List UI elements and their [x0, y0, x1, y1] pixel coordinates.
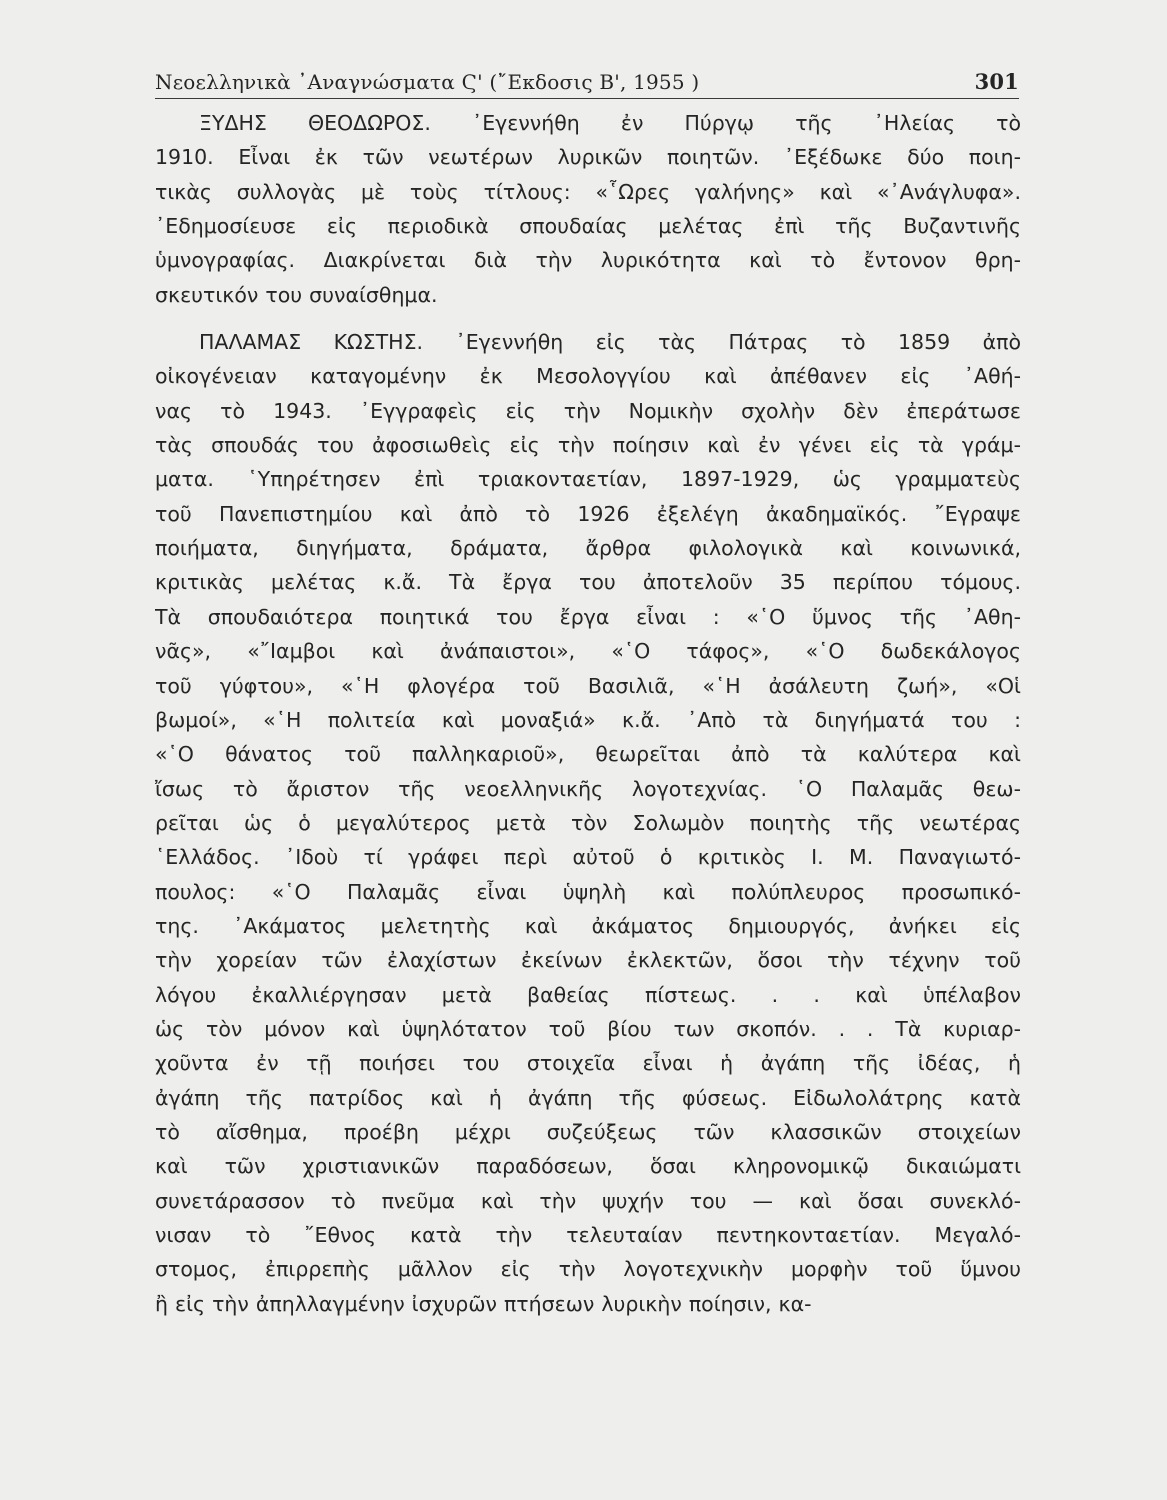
text-line: τικὰς συλλογὰς μὲ τοὺς τίτλους: «῟Ωρες γαλήνης» καὶ «᾿Ανάγλυφα».	[155, 179, 1021, 204]
text-line: νας τὸ 1943. ᾿Εγγραφεὶς εἰς τὴν Νομικὴν σχολὴν δὲν ἐπεράτωσε	[155, 398, 1021, 423]
text-line: καὶ τῶν χριστιανικῶν παραδόσεων, ὅσαι κληρονομικῷ δικαιώματι	[155, 1154, 1021, 1179]
text-line: νᾶς», «῎Ιαμβοι καὶ ἀνάπαιστοι», «῾Ο τάφος», «῾Ο δωδεκάλογος	[155, 639, 1021, 664]
text-line: οἰκογένειαν καταγομένην ἐκ Μεσολογγίου καὶ ἀπέθανεν εἰς ᾿Αθή-	[155, 364, 1021, 389]
text-line: νισαν τὸ ῎Εθνος κατὰ τὴν τελευταίαν πεντηκονταετίαν. Μεγαλό-	[155, 1223, 1021, 1247]
text-line: χοῦντα ἐν τῇ ποιήσει του στοιχεῖα εἶναι ἡ ἀγάπη τῆς ἰδέας, ἡ	[155, 1051, 1021, 1076]
text-line: ρεῖται ὡς ὁ μεγαλύτερος μετὰ τὸν Σολωμὸν ποιητὴς τῆς νεωτέρας	[155, 810, 1021, 835]
page-number: 301	[974, 69, 1019, 94]
text-line: τοῦ γύφτου», «῾Η φλογέρα τοῦ Βασιλιᾶ, «῾Η ἀσάλευτη ζωή», «Οἱ	[155, 673, 1021, 698]
text-line: τοῦ Πανεπιστημίου καὶ ἀπὸ τὸ 1926 ἐξελέγη ἀκαδημαϊκός. ῎Εγραψε	[155, 501, 1021, 526]
text-line: 1910. Εἶναι ἐκ τῶν νεωτέρων λυρικῶν ποιητῶν. ᾿Εξέδωκε δύο ποιη-	[155, 145, 1021, 170]
text-line: τὰς σπουδάς του ἀφοσιωθεὶς εἰς τὴν ποίησιν καὶ ἐν γένει εἰς τὰ γράμ-	[155, 433, 1021, 458]
text-line: ἴσως τὸ ἄριστον τῆς νεοελληνικῆς λογοτεχνίας. ῾Ο Παλαμᾶς θεω-	[155, 776, 1021, 801]
text-line: τὴν χορείαν τῶν ἐλαχίστων ἐκείνων ἐκλεκτῶν, ὅσοι τὴν τέχνην τοῦ	[155, 948, 1021, 973]
text-line: συνετάρασσον τὸ πνεῦμα καὶ τὴν ψυχήν του — καὶ ὅσαι συνεκλό-	[155, 1188, 1021, 1213]
text-line: κριτικὰς μελέτας κ.ἄ. Τὰ ἔργα του ἀποτελοῦν 35 περίπου τόμους.	[155, 570, 1021, 595]
text-line: ὡς τὸν μόνον καὶ ὑψηλότατον τοῦ βίου των σκοπόν. . . Τὰ κυριαρ-	[155, 1016, 1021, 1041]
text-line: λόγου ἐκαλλιέργησαν μετὰ βαθείας πίστεως. . . καὶ ὑπέλαβον	[155, 982, 1021, 1007]
text-line: ματα. ῾Υπηρέτησεν ἐπὶ τριακονταετίαν, 1897-1929, ὡς γραμματεὺς	[155, 467, 1021, 492]
text-line: ἀγάπη τῆς πατρίδος καὶ ἡ ἀγάπη τῆς φύσεως. Εἰδωλολάτρης κατὰ	[155, 1085, 1021, 1110]
text-line: ἢ εἰς τὴν ἀπηλλαγμένην ἰσχυρῶν πτήσεων λυρικὴν ποίησιν, κα-	[155, 1291, 812, 1316]
running-head-title: Νεοελληνικὰ ᾿Αναγνώσματα Ϛ' (῎Εκδοσις Β', 1955 )	[155, 70, 700, 94]
text-line: της. ᾿Ακάματος μελετητὴς καὶ ἀκάματος δημιουργός, ἀνήκει εἰς	[155, 913, 1021, 938]
text-line: «῾Ο θάνατος τοῦ παλληκαριοῦ», θεωρεῖται ἀπὸ τὰ καλύτερα καὶ	[155, 742, 1021, 767]
running-head	[155, 58, 1019, 94]
header-rule	[155, 98, 1019, 99]
biography-entry	[155, 325, 1021, 1321]
text-line: ΞΥΔΗΣ ΘΕΟΔΩΡΟΣ. ᾿Εγεννήθη ἐν Πύργῳ τῆς ᾿Ηλείας τὸ	[199, 111, 1021, 135]
text-line: στομος, ἐπιρρεπὴς μᾶλλον εἰς τὴν λογοτεχνικὴν μορφὴν τοῦ ὕμνου	[155, 1257, 1021, 1282]
text-line: Τὰ σπουδαιότερα ποιητικά του ἔργα εἶναι : «῾Ο ὕμνος τῆς ᾿Αθη-	[155, 604, 1021, 629]
text-line: ὑμνογραφίας. Διακρίνεται διὰ τὴν λυρικότητα καὶ τὸ ἔντονον θρη-	[155, 248, 1021, 273]
text-line: τὸ αἴσθημα, προέβη μέχρι συζεύξεως τῶν κλασσικῶν στοιχείων	[155, 1119, 1021, 1144]
biography-entry	[155, 106, 1021, 312]
body-text	[155, 106, 1021, 1321]
text-line: ῾Ελλάδος. ᾿Ιδοὺ τί γράφει περὶ αὐτοῦ ὁ κριτικὸς Ι. Μ. Παναγιωτό-	[155, 845, 1021, 870]
text-line: βωμοί», «῾Η πολιτεία καὶ μοναξιά» κ.ἄ. ᾿Απὸ τὰ διηγήματά του :	[155, 707, 1021, 732]
text-line: ΠΑΛΑΜΑΣ ΚΩΣΤΗΣ. ᾿Εγεννήθη εἰς τὰς Πάτρας τὸ 1859 ἀπὸ	[199, 330, 1021, 355]
text-line: σκευτικόν του συναίσθημα.	[155, 282, 438, 307]
text-line: πουλος: «῾Ο Παλαμᾶς εἶναι ὑψηλὴ καὶ πολύπλευρος προσωπικό-	[155, 879, 1021, 904]
text-line: ᾿Εδημοσίευσε εἰς περιοδικὰ σπουδαίας μελέτας ἐπὶ τῆς Βυζαντινῆς	[155, 214, 1021, 239]
text-line: ποιήματα, διηγήματα, δράματα, ἄρθρα φιλολογικὰ καὶ κοινωνικά,	[155, 536, 1021, 561]
